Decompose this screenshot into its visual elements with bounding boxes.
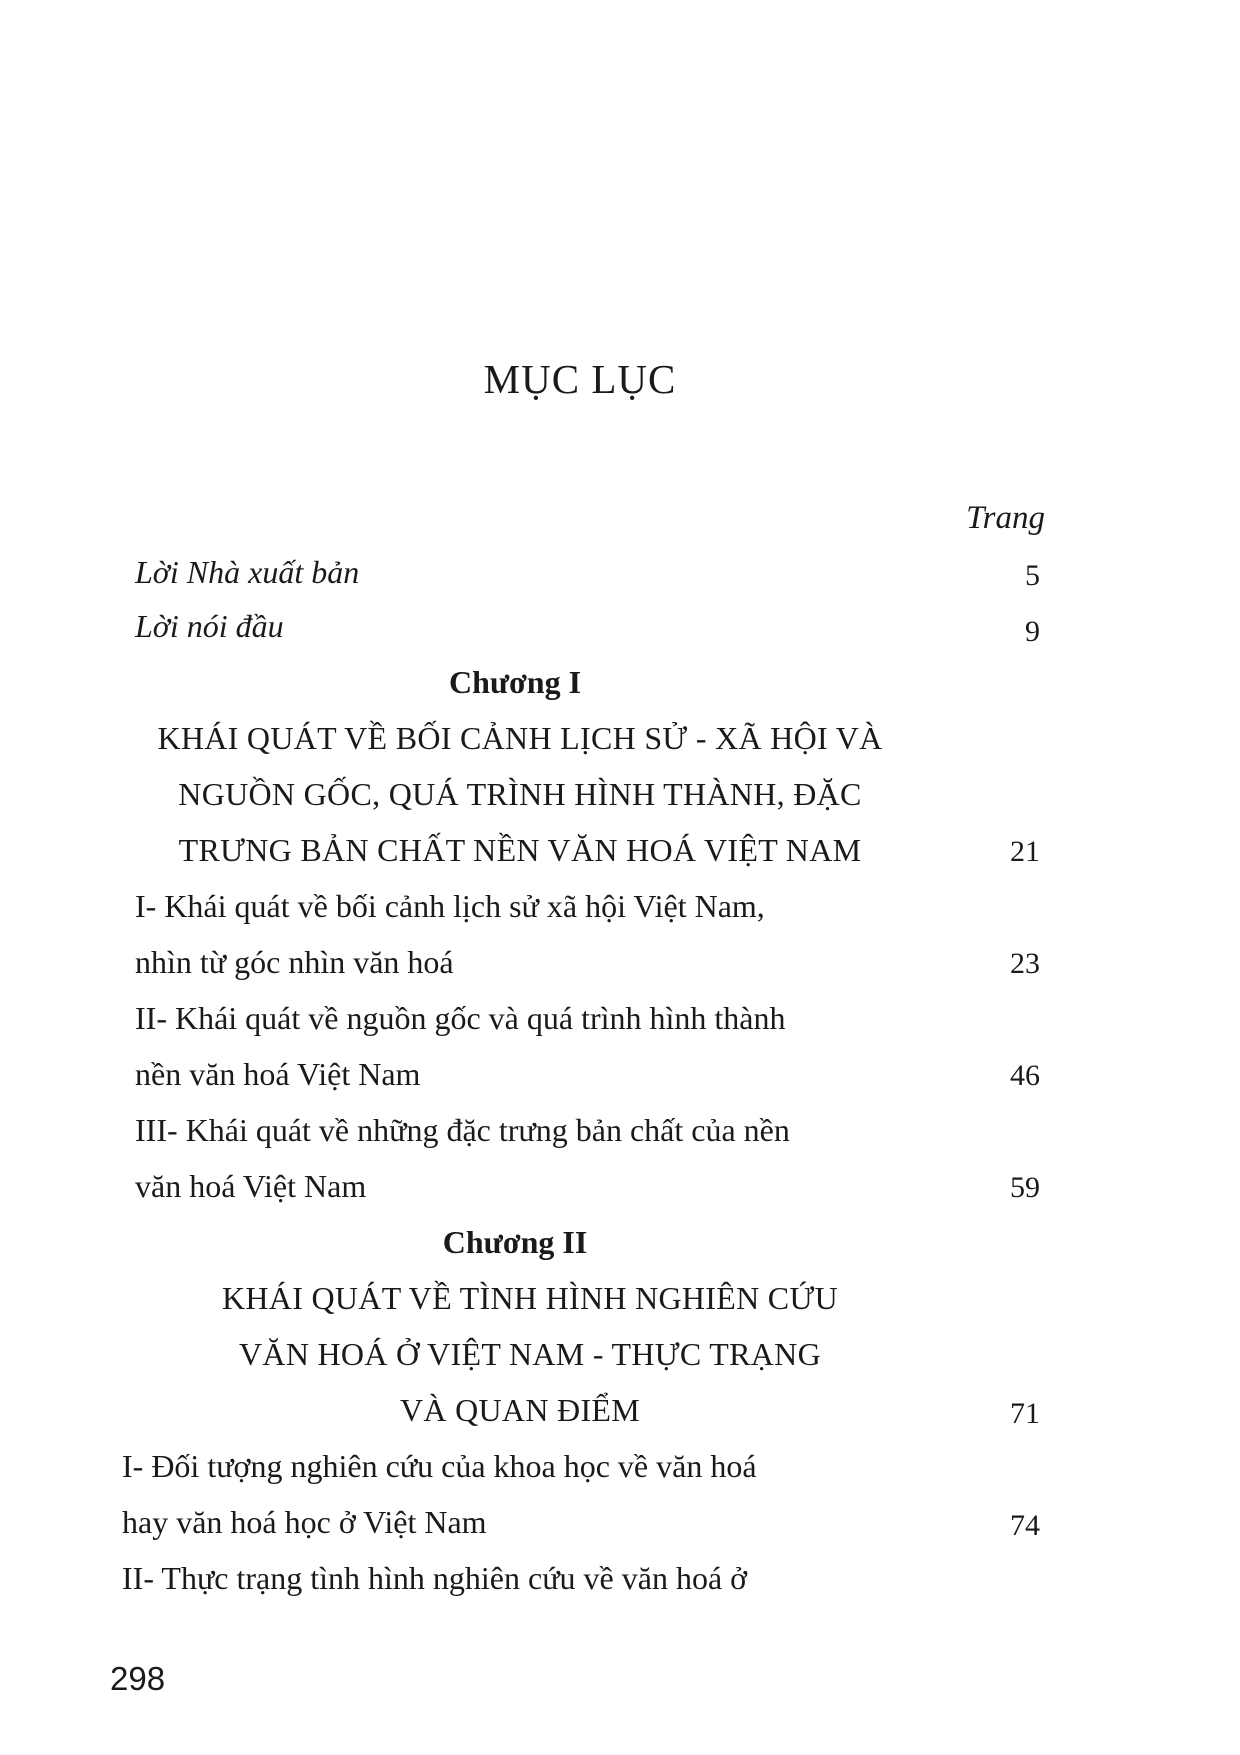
toc-page-number: 46 [1010, 1059, 1040, 1092]
toc-entry-foreword: Lời nói đầu [135, 608, 284, 644]
chapter-heading-2: Chương II [442, 1224, 588, 1260]
toc-entry: II- Khái quát về nguồn gốc và quá trình hình thành [135, 1000, 786, 1036]
chapter-title-line: VÀ QUAN ĐIỂM [399, 1392, 641, 1428]
chapter-title-line: NGUỒN GỐC, QUÁ TRÌNH HÌNH THÀNH, ĐẶC [178, 776, 862, 812]
toc-entry: I- Đối tượng nghiên cứu của khoa học về văn hoá [122, 1448, 757, 1484]
toc-entry: nhìn từ góc nhìn văn hoá [135, 944, 454, 980]
toc-page-number: 71 [1010, 1397, 1040, 1430]
chapter-title-line: KHÁI QUÁT VỀ TÌNH HÌNH NGHIÊN CỨU [221, 1280, 838, 1316]
page-column-label: Trang [966, 500, 1045, 536]
toc-entry: văn hoá Việt Nam [135, 1168, 367, 1204]
toc-page-number: 74 [1010, 1509, 1040, 1542]
toc-page-number: 9 [1025, 615, 1040, 648]
toc-entry: I- Khái quát về bối cảnh lịch sử xã hội Việt Nam, [135, 888, 765, 924]
toc-entry: II- Thực trạng tình hình nghiên cứu về văn hoá ở [122, 1560, 748, 1596]
toc-entry-publisher-note: Lời Nhà xuất bản [135, 554, 360, 590]
chapter-title-line: TRƯNG BẢN CHẤT NỀN VĂN HOÁ VIỆT NAM [178, 832, 862, 868]
toc-page-number: 21 [1010, 835, 1040, 868]
chapter-title-line: VĂN HOÁ Ở VIỆT NAM - THỰC TRẠNG [239, 1336, 821, 1372]
chapter-heading-1: Chương I [448, 664, 582, 700]
toc-page-number: 5 [1025, 559, 1040, 592]
toc-entry: hay văn hoá học ở Việt Nam [122, 1504, 487, 1540]
toc-page-number: 59 [1010, 1171, 1040, 1204]
toc-entry: nền văn hoá Việt Nam [135, 1056, 421, 1092]
chapter-title-line: KHÁI QUÁT VỀ BỐI CẢNH LỊCH SỬ - XÃ HỘI VÀ [157, 720, 883, 756]
toc-page-number: 23 [1010, 947, 1040, 980]
folio-page-number: 298 [110, 1660, 166, 1697]
page-title: MỤC LỤC [483, 356, 677, 402]
toc-entry: III- Khái quát về những đặc trưng bản chất của nền [135, 1112, 790, 1148]
